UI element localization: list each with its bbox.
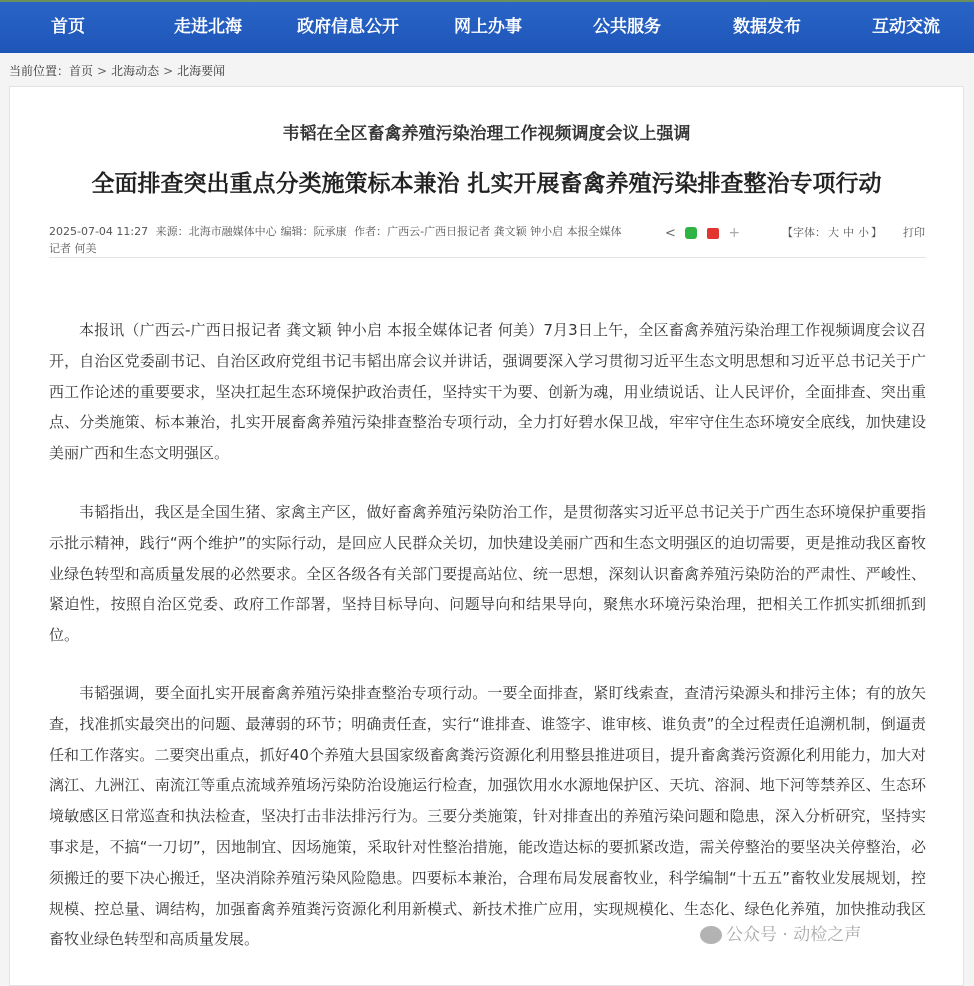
article-subtitle: 韦韬在全区畜禽养殖污染治理工作视频调度会议上强调	[282, 124, 691, 144]
print-button[interactable]: 打印	[903, 226, 925, 239]
weibo-icon[interactable]	[707, 228, 719, 239]
article-meta	[49, 223, 629, 257]
nav-interaction[interactable]: 互动交流	[872, 17, 940, 37]
font-size-large[interactable]: 大	[828, 226, 839, 239]
share-icon[interactable]: <	[665, 225, 676, 241]
publish-date: 2025-07-04 11:27	[49, 225, 149, 238]
nav-data-release[interactable]: 数据发布	[733, 17, 801, 37]
nav-home[interactable]: 首页	[51, 17, 85, 37]
nav-gov-info[interactable]: 政府信息公开	[297, 17, 399, 37]
article-paragraph: 韦韬强调，要全面扎实开展畜禽养殖污染排查整治专项行动。一要全面排查，紧盯线索查，查清污染源头和排污主体；有的放矢查，找准抓实最突出的问题、最薄弱的环节；明确责任查，实行“谁排查、谁签字、谁审核、谁负责”的全过程责任追溯机制，倒逼责任和工作落实。二要突出重点，抓好40个养殖大县国家级畜禽粪污资源化利用整县推进项目，提升畜禽粪污资源化利用能力，加大对漓江、九洲江、南流江等重点流域养殖场污染防治设施运行检查，加强饮用水水源地保护区、天坑、溶洞、地下河等禁养区、生态环境敏感区日常巡查和执法检查，坚决打击非法排污行为。三要分类施策，针对排查出的养殖污染问题和隐患，深入分析研究，坚持实事求是，不搞“一刀切”，因地制宜、因场施策，采取针对性整治措施，能改造达标的要抓紧改造，需关停整治的要坚决关停整治，必须搬迁的要下决心搬迁，坚决消除养殖污染风险隐患。四要标本兼治，合理布局发展畜牧业，科学编制“十五五”畜牧业发展规划，控规模、控总量、调结构，加强畜禽养殖粪污资源化利用新模式、新技术推广应用，实现规模化、生态化、绿色化养殖，加快推动我区畜牧业绿色转型和高质量发展。	[49, 684, 926, 949]
top-navigation-bar	[0, 0, 974, 53]
article-paragraph: 本报讯（广西云-广西日报记者 龚文颖 钟小启 本报全媒体记者 何美）7月3日上午，全区畜禽养殖污染治理工作视频调度会议召开，自治区党委副书记、自治区政府党组书记韦韬出席会议并讲话，强调要深入学习贯彻习近平生态文明思想和习近平总书记关于广西工作论述的重要要求，坚决扛起生态环境保护政治责任，坚持实干为要、创新为魂，用业绩说话、让人民评价，全面排查、突出重点、分类施策、标本兼治，扎实开展畜禽养殖污染排查整治专项行动，全力打好碧水保卫战，牢牢守住生态环境安全底线，加快建设美丽广西和生态文明强区。	[49, 321, 926, 463]
font-size-close: 】	[871, 226, 882, 239]
plus-icon[interactable]: +	[728, 224, 741, 241]
watermark-text: 公众号 · 动检之声	[726, 925, 862, 945]
breadcrumb-news[interactable]: 北海动态	[111, 64, 160, 78]
breadcrumb-current[interactable]: 北海要闻	[177, 64, 226, 78]
article-editor: 编辑：阮承康	[280, 225, 347, 238]
font-size-medium[interactable]: 中	[843, 226, 854, 239]
wechat-watermark-icon	[700, 926, 722, 944]
font-size-label: 【字体：	[782, 226, 826, 239]
article-source: 来源：北海市融媒体中心	[155, 225, 277, 238]
share-tools	[665, 224, 746, 241]
breadcrumb-home[interactable]: 首页	[69, 64, 94, 78]
nav-public-services[interactable]: 公共服务	[593, 17, 661, 37]
nav-about-beihai[interactable]: 走进北海	[174, 17, 242, 37]
article-title: 全面排查突出重点分类施策标本兼治 扎实开展畜禽养殖污染排查整治专项行动	[91, 171, 882, 197]
watermark	[700, 920, 861, 945]
font-size-small[interactable]: 小	[858, 226, 869, 239]
wechat-icon[interactable]	[685, 227, 697, 239]
article-panel	[9, 86, 964, 986]
breadcrumb-separator: >	[163, 64, 174, 78]
font-size-control	[782, 224, 882, 240]
article-author: 作者：广西云-广西日报记者 龚文颖 钟小启 本报全媒体记者 何美	[49, 225, 622, 255]
breadcrumb-separator: >	[97, 64, 108, 78]
nav-online-services[interactable]: 网上办事	[454, 17, 522, 37]
breadcrumb-label: 当前位置：	[9, 64, 70, 78]
article-paragraph: 韦韬指出，我区是全国生猪、家禽主产区，做好畜禽养殖污染防治工作，是贯彻落实习近平总书记关于广西生态环境保护重要指示批示精神，践行“两个维护”的实际行动，是回应人民群众关切，加快建设美丽广西和生态文明强区的迫切需要，更是推动我区畜牧业绿色转型和高质量发展的必然要求。全区各级各有关部门要提高站位、统一思想，深刻认识畜禽养殖污染防治的严肃性、严峻性、紧迫性，按照自治区党委、政府工作部署，坚持目标导向、问题导向和结果导向，聚焦水环境污染治理，把相关工作抓实抓细抓到位。	[49, 503, 926, 645]
breadcrumb	[9, 62, 225, 80]
divider	[49, 257, 926, 258]
